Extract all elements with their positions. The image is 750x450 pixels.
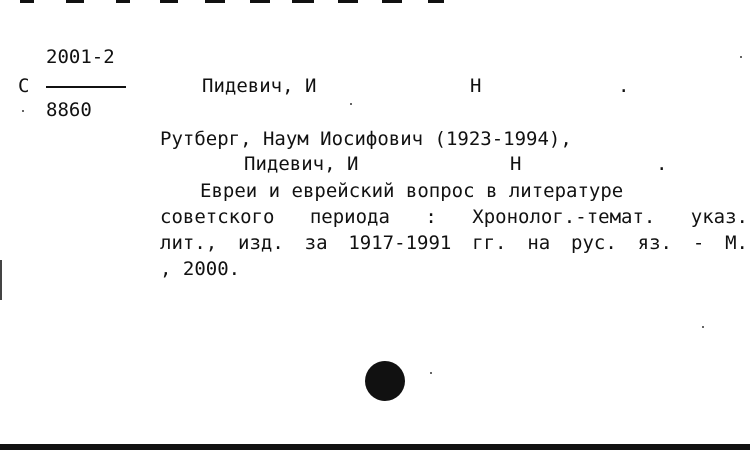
author-line: Рутберг, Наум Иосифович (1923-1994),: [160, 128, 572, 150]
shelfmark-divider: [46, 86, 126, 88]
card-edge-mark: [0, 260, 2, 300]
top-perforation: [0, 0, 750, 4]
card-bottom-edge: [0, 444, 750, 450]
speck: [22, 110, 24, 112]
speck: [740, 56, 742, 58]
shelfmark-top: 2001-2: [46, 46, 115, 68]
heading-dot: .: [618, 75, 630, 97]
description-line: советского периода : Хронолог.-темат. указ.: [160, 206, 748, 228]
added-entry-initial: Н: [510, 153, 522, 175]
bibliographic-description: [160, 178, 748, 282]
description-line: Евреи и еврейский вопрос в литературе: [200, 180, 624, 202]
added-entry-name: Пидевич, И: [244, 153, 359, 175]
speck: [350, 103, 352, 105]
punch-hole: [365, 361, 405, 401]
description-line: лит., изд. за 1917-1991 гг. на рус. яз. - М.: [160, 232, 748, 254]
heading-name: Пидевич, И: [202, 75, 317, 97]
speck: [430, 372, 432, 374]
shelfmark-prefix: C: [18, 75, 30, 97]
speck: [702, 326, 704, 328]
added-entry-dot: .: [656, 153, 668, 175]
shelfmark-bottom: 8860: [46, 99, 92, 121]
heading-initial: Н: [470, 75, 482, 97]
description-line: , 2000.: [160, 258, 241, 280]
